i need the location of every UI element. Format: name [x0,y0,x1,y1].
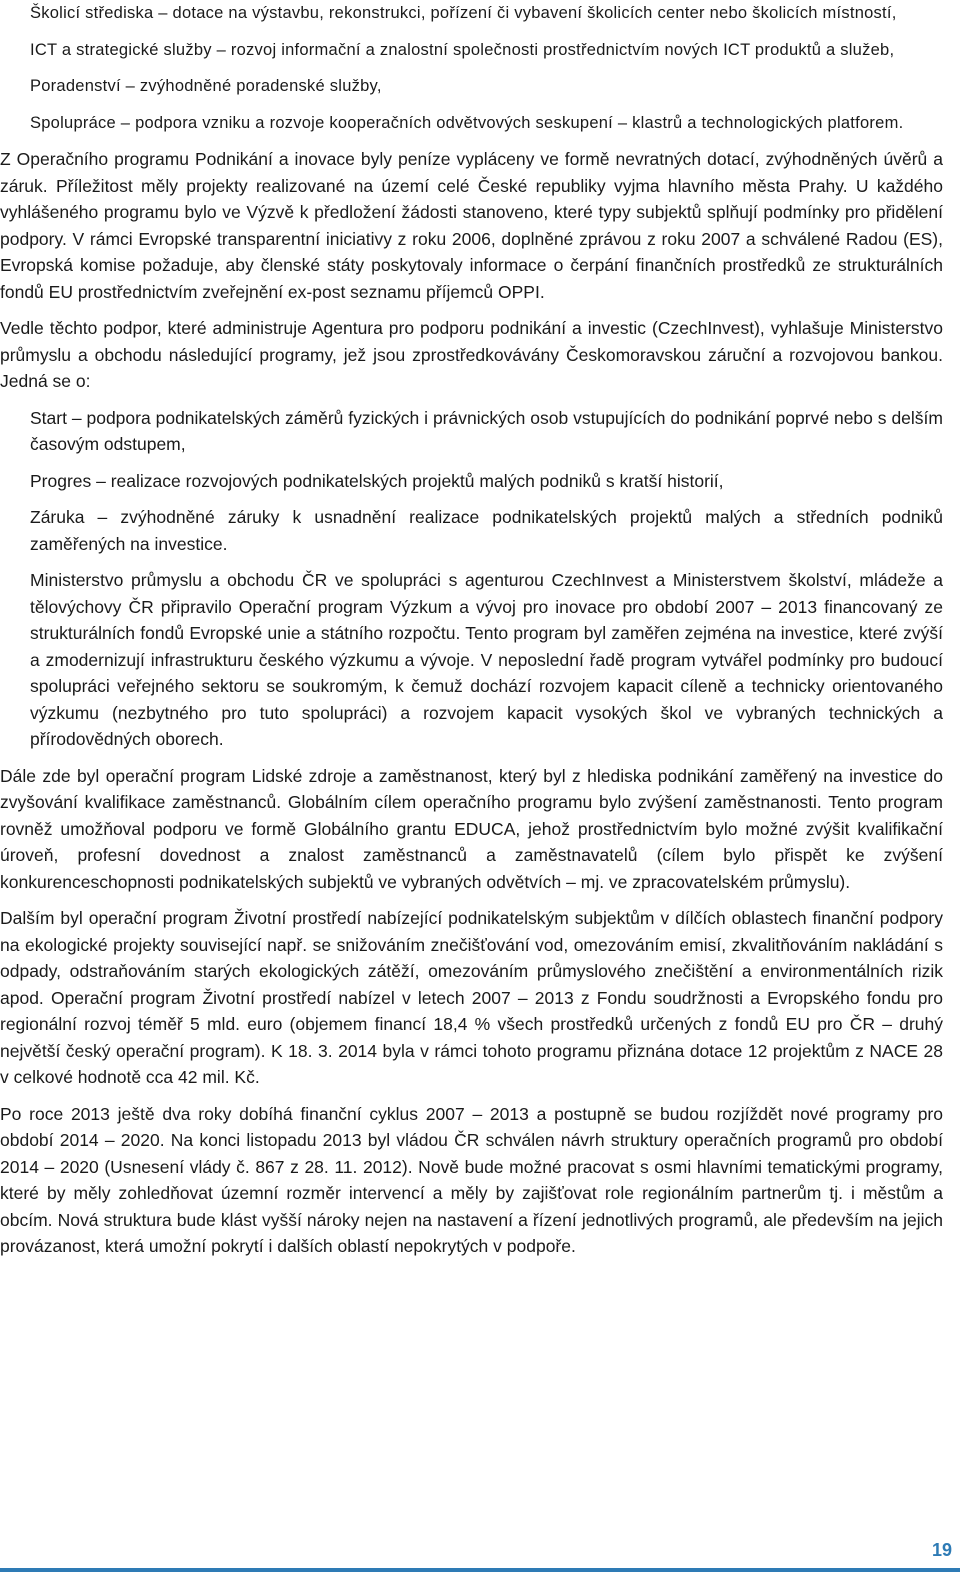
bullet-ict: ICT a strategické služby – rozvoj informační a znalostní společnosti prostřednictvím nových ICT produktů a služeb, [30,40,895,59]
footer-line [0,1568,960,1572]
paragraph-zp: Dalším byl operační program Životní prostředí nabízející podnikatelským subjektům v dílčích oblastech finanční podpory na ekologické projekty související např. se snižováním znečišťování vod, omezováním emisí, zkvalitňováním nakládání s odpady, odstraňováním starých ekologických zátěží, omezováním průmyslového znečištění a environmentálních rizik apod. Operační program Životní prostředí nabízel v letech 2007 – 2013 z Fondu soudržnosti a Evropského fondu pro regionální rozvoj téměř 5 mld. euro (objemem financí 18,4 % všech prostředků určených z fondů EU pro ČR – druhý největší český operační program). K 18. 3. 2014 byla v rámci tohoto programu přiznána dotace 12 projektům z NACE 28 v celkové hodnotě cca 42 mil. Kč. [0,908,943,1087]
bullet-progres: Progres – realizace rozvojových podnikatelských projektů malých podniků s kratší historií, [30,470,724,491]
page-number: 19 [931,1540,952,1560]
paragraph-lzz: Dále zde byl operační program Lidské zdroje a zaměstnanost, který byl z hlediska podnikání zaměřený na investice do zvyšování kvalifikace zaměstnanců. Globálním cílem operačního programu bylo zvýšení zaměstnanosti. Tento program rovněž umožňoval podporu ve formě Globálního grantu EDUCA, jehož prostřednictvím bylo možné zvýšit kvalifikační úroveň, profesní dovednost a znalost zaměstnanců a zaměstnavatelů (cílem bylo přispět ke zvýšení konkurenceschopnosti podnikatelských subjektů ve vybraných odvětvích – mj. ve zpracovatelském průmyslu). [0,765,943,892]
paragraph-2014-2020: Po roce 2013 ještě dva roky dobíhá finanční cyklus 2007 – 2013 a postupně se budou rozjíždět nové programy pro období 2014 – 2020. Na konci listopadu 2013 byl vládou ČR schválen návrh struktury operačních programů pro období 2014 – 2020 (Usnesení vlády č. 867 z 28. 11. 2012). Nově bude možné pracovat s osmi hlavními tematickými programy, které by měly zohledňovat územní rozměr intervencí a měly by zajišťovat role regionálním partnerům tj. i městům a obcím. Nová struktura bude klást vyšší nároky nejen na nastavení a řízení jednotlivých programů, ale především na jejich provázanost, která umožní pokrytí i dalších oblastí nepokrytých v podpoře. [0,1103,943,1256]
paragraph-oppi: Z Operačního programu Podnikání a inovace byly peníze vypláceny ve formě nevratných dotací, zvýhodněných úvěrů a záruk. Příležitost měly projekty realizované na území celé České republiky vyjma hlavního města Prahy. U každého vyhlášeného programu bylo ve Výzvě k předložení žádosti stanoveno, které typy subjektů splňují podmínky pro přidělení podpory. V rámci Evropské transparentní iniciativy z roku 2006, doplněné zprávou z roku 2007 a schválené Radou (ES), Evropská komise požaduje, aby členské státy poskytovaly informace o čerpání finančních prostředků ze strukturálních fondů EU prostřednictvím zveřejnění ex-post seznamu příjemců OPPI. [0,149,943,302]
paragraph-vavpi: Ministerstvo průmyslu a obchodu ČR ve spolupráci s agenturou CzechInvest a Ministerstvem školství, mládeže a tělovýchovy ČR připravilo Operační program Výzkum a vývoj pro inovace pro období 2007 – 2013 financovaný ze strukturálních fondů Evropské unie a státního rozpočtu. Tento program byl zaměřen zejména na investice, které zvýší a zmodernizují infrastrukturu českého výzkumu a vývoje. V neposlední řadě program vytvářel podmínky pro budoucí spolupráci veřejného sektoru se soukromým, k čemuž dochází rozvojem kapacit cíleně a technicky orientovaného výzkumu (nezbytného pro tuto spolupráci) a rozvojem kapacit vysokých škol ve vybraných technických a přírodovědných oborech. [30,570,943,749]
bullet-skolici-strediska: Školicí střediska – dotace na výstavbu, rekonstrukci, pořízení či vybavení školicích center nebo školicích místností, [30,4,897,22]
bullet-zaruka: Záruka – zvýhodněné záruky k usnadnění realizace podnikatelských projektů malých a středních podniků zaměřených na investice. [30,507,943,554]
bullet-poradenstvi: Poradenství – zvýhodněné poradenské služby, [30,77,382,95]
paragraph-czechinvest: Vedle těchto podpor, které administruje Agentura pro podporu podnikání a investic (CzechInvest), vyhlašuje Ministerstvo průmyslu a obchodu následující programy, jež jsou zprostředkovávány Českomoravskou záruční a rozvojovou bankou. Jedná se o: [0,318,943,391]
bullet-start: Start – podpora podnikatelských záměrů fyzických i právnických osob vstupujících do podnikání poprvé nebo s delším časovým odstupem, [30,407,943,454]
bullet-spoluprace: Spolupráce – podpora vzniku a rozvoje kooperačních odvětvových seskupení – klastrů a technologických platforem. [30,113,904,132]
